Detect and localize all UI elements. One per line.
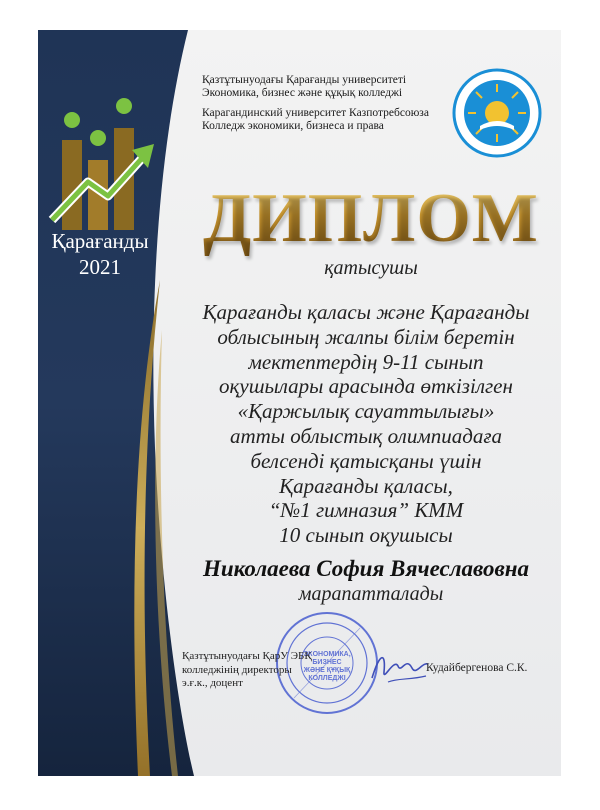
signatory-line-2: колледжінің директоры [182,663,292,676]
signatory-name: Кудайбергенова С.К. [426,662,528,674]
award-line: белсенді қатысқаны үшін [250,448,482,473]
award-line: “№1 гимназия” КММ [268,498,464,523]
award-line: Қарағанды қаласы, [279,473,453,498]
svg-text:ЭКОНОМИКА,: ЭКОНОМИКА, [303,651,351,658]
signatory-title [182,650,322,691]
institution-header [202,74,452,133]
kz-university-name: Қазтұтынуодағы Қарағанды университеті [202,74,407,86]
svg-text:КОЛЛЕДЖІ: КОЛЛЕДЖІ [308,675,346,682]
signatory-line-1: Қазтұтынуодағы ҚарУ ЭБҚ [182,650,312,662]
city-label: Қарағанды [51,229,149,253]
ru-college-name: Колледж экономики, бизнеса и права [202,120,384,132]
award-line: «Қаржылық сауаттылығы» [237,399,495,424]
award-line: Қарағанды қаласы және Қарағанды [202,300,530,324]
signatory-line-3: э.ғ.к., доцент [182,677,243,689]
handwritten-signature [368,648,432,688]
city-year-block [38,228,162,280]
kz-college-name: Экономика, бизнес және құқық колледжі [202,87,403,99]
ru-university-name: Карагандинский университет Казпотребсоюза [202,107,429,119]
growth-chart-logo-icon [48,70,158,230]
recipient-name: Николаева София Вячеславовна [202,556,530,581]
svg-text:ЖӘНЕ ҚҰҚЫҚ: ЖӘНЕ ҚҰҚЫҚ [303,667,351,674]
award-description [172,300,560,548]
year-label: 2021 [79,255,121,279]
recipient-role: қатысушы [324,257,418,279]
award-line: атты облыстық олимпиадаға [229,423,503,448]
award-line: облысының жалпы білім беретін [217,324,515,349]
svg-text:БИЗНЕС: БИЗНЕС [312,659,342,666]
awarded-label: марапатталады [298,583,444,605]
award-line: 10 сынып оқушысы [279,523,453,548]
diploma-sheet [38,30,561,776]
college-emblem-icon [452,68,542,158]
diploma-title: ДИПЛОМ [186,178,556,260]
award-line: оқушылары арасында өткізілген [219,374,513,399]
award-line: мектептердің 9-11 сынып [248,349,484,374]
